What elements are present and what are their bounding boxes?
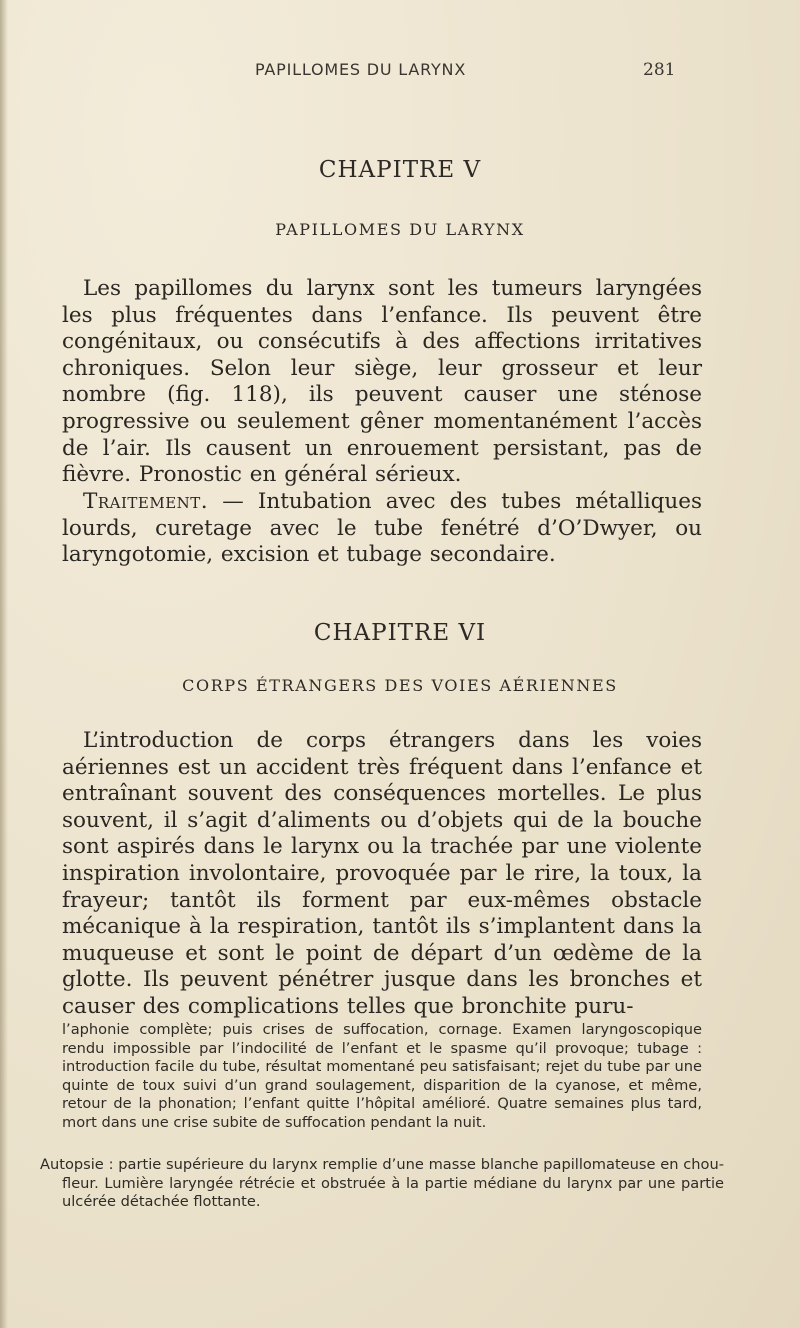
footnote-continuation: l’aphonie complète; puis crises de suffocation, cornage. Examen laryngoscopique rendu impossible par l’indocilité de l’enfant et le spasme qu’il provoque; tubage : introduction facile du tube, résultat momentané peu satisfaisant; rejet du tube par une quinte de toux suivi d’un grand soulagement, disparition de la cyanose, et même, retour de la phonation; l’enfant quitte l’hôpital amélioré. Quatre semaines plus tard, mort dans une crise subite de suffocation pendant la nuit. [62, 1021, 702, 1131]
running-title: PAPILLOMES DU LARYNX [255, 60, 467, 79]
chapter-6-heading: CHAPITRE VI [313, 620, 487, 646]
page-number: 281 [643, 60, 676, 80]
chapter-5-paragraph-1: Les papillomes du larynx sont les tumeurs laryngées les plus fréquentes dans l’enfance. Ils peuvent être congénitaux, ou consécutifs à des affections irritatives chroniques. Selon leur siège, leur grosseur et leur nombre (fig. 118), ils peuvent causer une sténose progressive ou seulement gêner momentanément l’accès de l’air. Ils causent un enrouement persistant, pas de fièvre. Pronostic en général sérieux. [62, 276, 702, 488]
running-header [0, 60, 800, 86]
footnote-autopsy: Autopsie : partie supérieure du larynx remplie d’une masse blanche papillomateuse en chou-fleur. Lumière laryngée rétrécie et obstruée à la partie médiane du larynx par une partie ulcérée détachée flottante. [40, 1156, 724, 1211]
treatment-text: — Intubation avec des tubes métalliques lourds, curetage avec le tube fenétré d’O’Dwyer, ou laryngotomie, excision et tubage secondaire. [62, 489, 702, 568]
chapter-5-heading: CHAPITRE V [318, 157, 482, 183]
treatment-label: Traitement. [83, 489, 209, 514]
page-edge-shadow [0, 0, 8, 1328]
chapter-6-subtitle: CORPS ÉTRANGERS DES VOIES AÉRIENNES [182, 676, 618, 695]
chapter-5-subtitle: PAPILLOMES DU LARYNX [275, 220, 525, 239]
chapter-6-paragraph-1: L’introduction de corps étrangers dans les voies aériennes est un accident très fréquent dans l’enfance et entraînant souvent des conséquences mortelles. Le plus souvent, il s’agit d’aliments ou d’objets qui de la bouche sont aspirés dans le larynx ou la trachée par une violente inspiration involontaire, provoquée par le rire, la toux, la frayeur; tantôt ils forment par eux-mêmes obstacle mécanique à la respiration, tantôt ils s’implantent dans la muqueuse et sont le point de départ d’un œdème de la glotte. Ils peuvent pénétrer jusque dans les bronches et causer des complications telles que bronchite puru- [62, 728, 702, 1019]
chapter-5-paragraph-2 [62, 489, 702, 569]
